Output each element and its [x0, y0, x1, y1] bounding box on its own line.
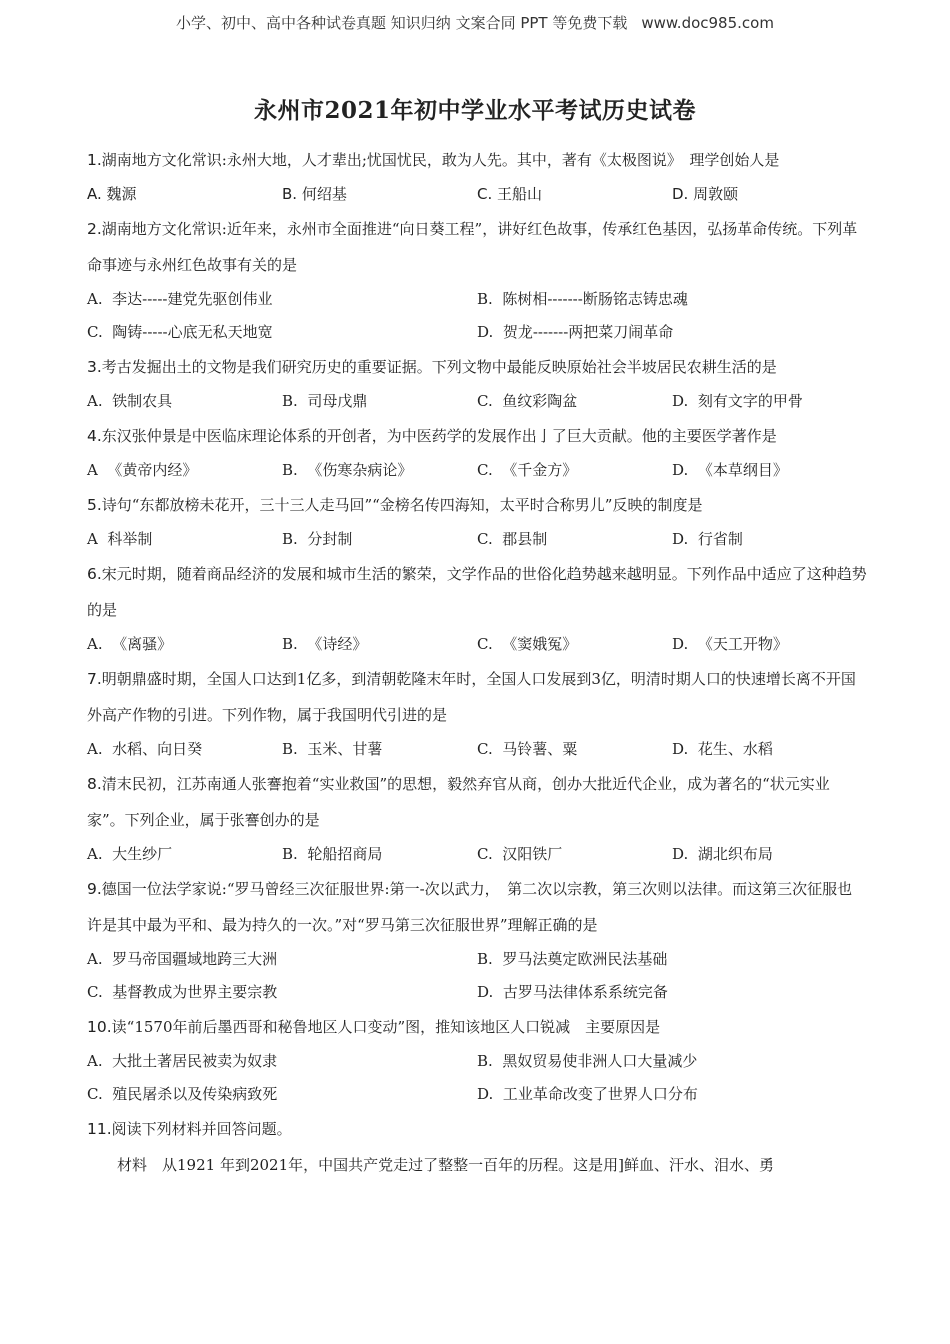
- material-text: 材料 从1921 年到2021年，中国共产党走过了整整一百年的历程。这是用]鲜血、汗水、泪水、勇: [117, 1156, 774, 1174]
- option-a[interactable]: A. 魏源: [87, 185, 137, 203]
- option-d[interactable]: D. 行省制: [672, 530, 743, 548]
- options: [87, 454, 867, 487]
- options: [87, 316, 867, 349]
- page-header: [0, 12, 950, 33]
- question-5: [87, 487, 867, 556]
- option-b[interactable]: B. 罗马法奠定欧洲民法基础: [477, 950, 668, 968]
- question-number: 6.: [87, 565, 102, 583]
- question-number: 11.: [87, 1120, 112, 1138]
- option-c[interactable]: C. 陶铸-----心底无私天地宽: [87, 323, 273, 341]
- question-stem: 4.东汉张仲景是中医临床理论体系的开创者，为中医药学的发展作出亅了巨大贡献。他的主要医学著作是: [87, 427, 777, 445]
- options: [87, 385, 867, 418]
- options: [87, 733, 867, 766]
- options: [87, 838, 867, 871]
- options: [87, 178, 867, 211]
- question-stem: 5.诗句“东都放榜未花开，三十三人走马回”“金榜名传四海知，太平时合称男儿”反映的制度是: [87, 496, 703, 514]
- question-stem: 7.明朝鼎盛时期，全国人口达到1亿多，到清朝乾隆末年时，全国人口发展到3亿，明清时期人口的快速增长离不开国外高产作物的引进。下列作物，属于我国明代引进的是: [87, 670, 856, 724]
- question-6: [87, 556, 867, 661]
- option-a[interactable]: A. 李达-----建党先驱创伟业: [87, 290, 273, 308]
- question-stem: 2.湖南地方文化常识:近年来，永州市全面推进“向日葵工程”，讲好红色故事，传承红色基因，弘扬革命传统。下列革命事迹与永州红色故事有关的是: [87, 220, 858, 274]
- option-a[interactable]: A. 铁制农具: [87, 392, 173, 410]
- options: [87, 943, 867, 976]
- option-b[interactable]: B. 轮船招商局: [282, 845, 383, 863]
- question-number: 4.: [87, 427, 102, 445]
- question-number: 10.: [87, 1018, 112, 1036]
- option-c[interactable]: C. 马铃薯、粟: [477, 740, 578, 758]
- page-title: 永州市2021年初中学业水平考试历史试卷: [253, 97, 696, 124]
- question-stem: 9.德国一位法学家说:“罗马曾经三次征服世界:第一-次以武力， 第二次以宗教，第三次则以法律。而这第三次征服也许是其中最为平和、最为持久的一次。”对“罗马第三次征服世界”理解正确的是: [87, 880, 853, 934]
- option-a[interactable]: A. 《离骚》: [87, 635, 173, 653]
- option-b[interactable]: B. 《诗经》: [282, 635, 368, 653]
- option-d[interactable]: D. 湖北织布局: [672, 845, 773, 863]
- question-number: 5.: [87, 496, 102, 514]
- option-d[interactable]: D. 刻有文字的甲骨: [672, 392, 803, 410]
- option-a[interactable]: A 《黄帝内经》: [87, 461, 198, 479]
- option-a[interactable]: A. 水稻、向日癸: [87, 740, 203, 758]
- options: [87, 283, 867, 316]
- option-a[interactable]: A. 大生纱厂: [87, 845, 173, 863]
- question-11: [87, 1111, 867, 1183]
- option-c[interactable]: C. 《窦娥冤》: [477, 635, 578, 653]
- option-c[interactable]: C. 郡县制: [477, 530, 548, 548]
- question-number: 7.: [87, 670, 102, 688]
- option-c[interactable]: C. 鱼纹彩陶盆: [477, 392, 578, 410]
- option-a[interactable]: A 科举制: [87, 530, 153, 548]
- question-7: [87, 661, 867, 766]
- question-stem: 6.宋元时期，随着商品经济的发展和城市生活的繁荣，文学作品的世俗化趋势越来越明显。下列作品中适应了这种趋势的是: [87, 565, 867, 619]
- options: [87, 628, 867, 661]
- option-b[interactable]: B. 何绍基: [282, 185, 347, 203]
- question-stem: 1.湖南地方文化常识:永州大地，人才辈出;忧国忧民，敢为人先。其中，著有《太极图说》 理学创始人是: [87, 151, 780, 169]
- option-b[interactable]: B. 黑奴贸易使非洲人口大量减少: [477, 1052, 698, 1070]
- header-text: 小学、初中、高中各种试卷真题 知识归纳 文案合同 PPT 等免费下载: [176, 14, 628, 32]
- option-d[interactable]: D. 工业革命改变了世界人口分布: [477, 1085, 698, 1103]
- question-number: 2.: [87, 220, 102, 238]
- question-8: [87, 766, 867, 871]
- option-d[interactable]: D. 《天工开物》: [672, 635, 788, 653]
- option-a[interactable]: A. 大批土著居民被卖为奴隶: [87, 1052, 278, 1070]
- option-b[interactable]: B. 分封制: [282, 530, 353, 548]
- question-number: 8.: [87, 775, 102, 793]
- question-4: [87, 418, 867, 487]
- option-d[interactable]: D. 贺龙-------两把菜刀闹革命: [477, 323, 674, 341]
- question-stem: 3.考古发掘出土的文物是我们研究历史的重要证据。下列文物中最能反映原始社会半坡居民农耕生活的是: [87, 358, 777, 376]
- option-a[interactable]: A. 罗马帝国疆域地跨三大洲: [87, 950, 278, 968]
- option-c[interactable]: C. 基督教成为世界主要宗教: [87, 983, 278, 1001]
- question-10: [87, 1009, 867, 1111]
- header-url[interactable]: www.doc985.com: [641, 14, 774, 32]
- options: [87, 976, 867, 1009]
- option-d[interactable]: D. 周敦颐: [672, 185, 739, 203]
- question-number: 3.: [87, 358, 102, 376]
- question-3: [87, 349, 867, 418]
- question-list: [87, 142, 867, 1183]
- options: [87, 1078, 867, 1111]
- option-c[interactable]: C. 殖民屠杀以及传染病致死: [87, 1085, 278, 1103]
- option-d[interactable]: D. 古罗马法律体系系统完备: [477, 983, 668, 1001]
- question-number: 1.: [87, 151, 102, 169]
- option-b[interactable]: B. 陈树相-------断肠铭志铸忠魂: [477, 290, 688, 308]
- question-stem: 11.阅读下列材料并回答问题。: [87, 1120, 292, 1138]
- option-c[interactable]: C. 王船山: [477, 185, 543, 203]
- option-d[interactable]: D. 花生、水稻: [672, 740, 773, 758]
- options: [87, 1045, 867, 1078]
- question-stem: 10.读“1570年前后墨西哥和秘鲁地区人口变动”图，推知该地区人口锐减 主要原因是: [87, 1018, 661, 1036]
- question-stem: 8.清末民初，江苏南通人张謇抱着“实业救国”的思想，毅然弃官从商，创办大批近代企业，成为著名的“状元实业家”。下列企业，属于张謇创办的是: [87, 775, 830, 829]
- option-b[interactable]: B. 《伤寒杂病论》: [282, 461, 413, 479]
- question-2: [87, 211, 867, 349]
- option-b[interactable]: B. 玉米、甘薯: [282, 740, 383, 758]
- question-number: 9.: [87, 880, 102, 898]
- options: [87, 523, 867, 556]
- option-b[interactable]: B. 司母戊鼎: [282, 392, 368, 410]
- option-c[interactable]: C. 《千金方》: [477, 461, 578, 479]
- question-1: [87, 142, 867, 211]
- question-9: [87, 871, 867, 1009]
- option-c[interactable]: C. 汉阳铁厂: [477, 845, 563, 863]
- option-d[interactable]: D. 《本草纲目》: [672, 461, 788, 479]
